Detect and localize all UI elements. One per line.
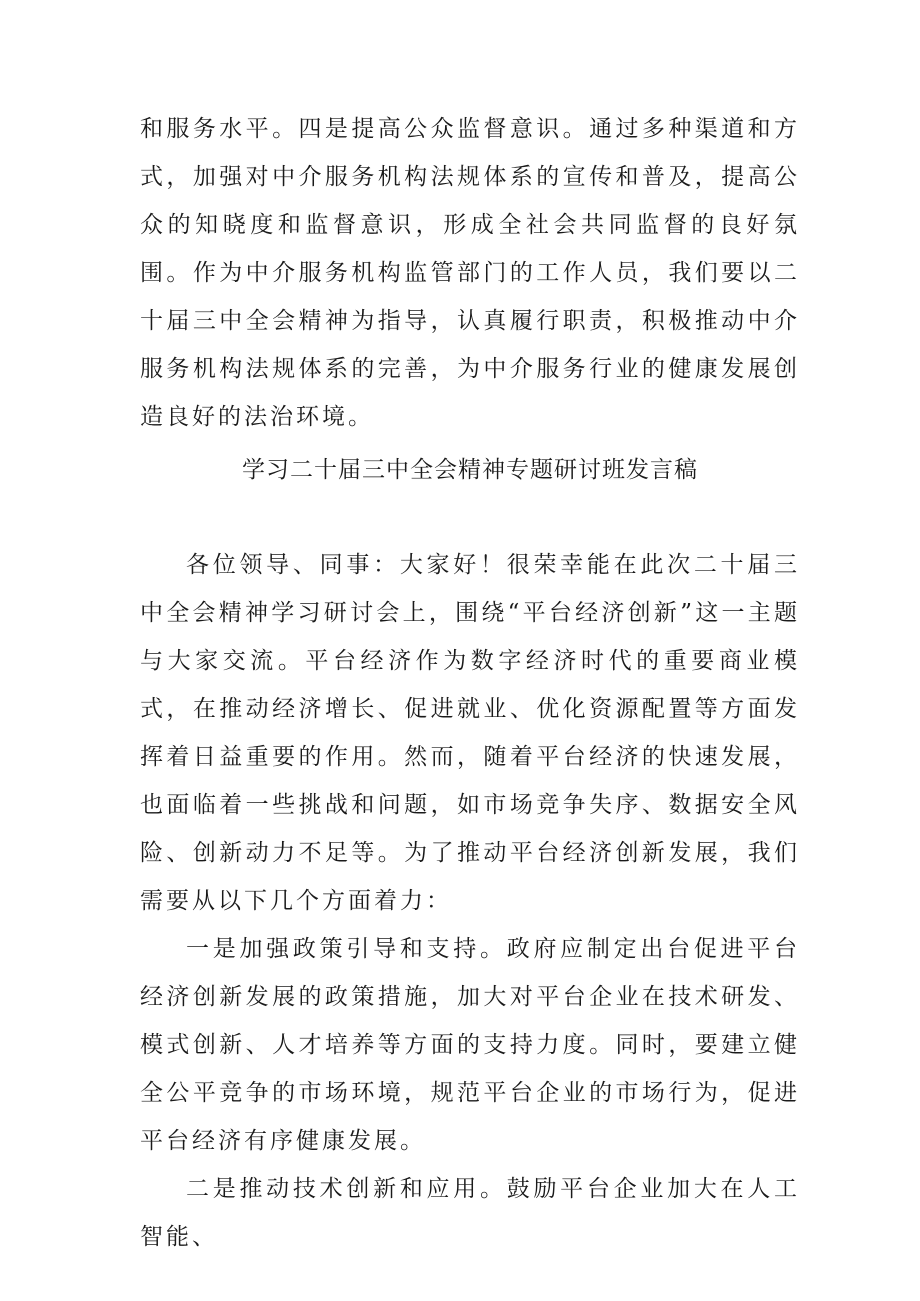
paragraph-point-one: 一是加强政策引导和支持。政府应制定出台促进平台经济创新发展的政策措施，加大对平台企业在技术研发、模式创新、人才培养等方面的支持力度。同时，要建立健全公平竞争的市场环境，规范平台企业的市场行为，促进平台经济有序健康发展。 (140, 936, 800, 1154)
document-title: 学习二十届三中全会精神专题研讨班发言稿 (242, 457, 698, 483)
continuation-section (140, 105, 800, 441)
speech-body (140, 541, 800, 1261)
continuation-paragraph: 和服务水平。四是提高公众监督意识。通过多种渠道和方式，加强对中介服务机构法规体系的宣传和普及，提高公众的知晓度和监督意识，形成全社会共同监督的良好氛围。作为中介服务机构监管部门的工作人员，我们要以二十届三中全会精神为指导，认真履行职责，积极推动中介服务机构法规体系的完善，为中介服务行业的健康发展创造良好的法治环境。 (140, 116, 800, 430)
paragraph-point-two: 二是推动技术创新和应用。鼓励平台企业加大在人工智能、 (140, 1176, 800, 1250)
paragraph-greeting: 各位领导、同事：大家好！很荣幸能在此次二十届三中全会精神学习研讨会上，围绕“平台经济创新”这一主题与大家交流。平台经济作为数字经济时代的重要商业模式，在推动经济增长、促进就业、优化资源配置等方面发挥着日益重要的作用。然而，随着平台经济的快速发展，也面临着一些挑战和问题，如市场竞争失序、数据安全风险、创新动力不足等。为了推动平台经济创新发展，我们需要从以下几个方面着力： (140, 552, 800, 914)
